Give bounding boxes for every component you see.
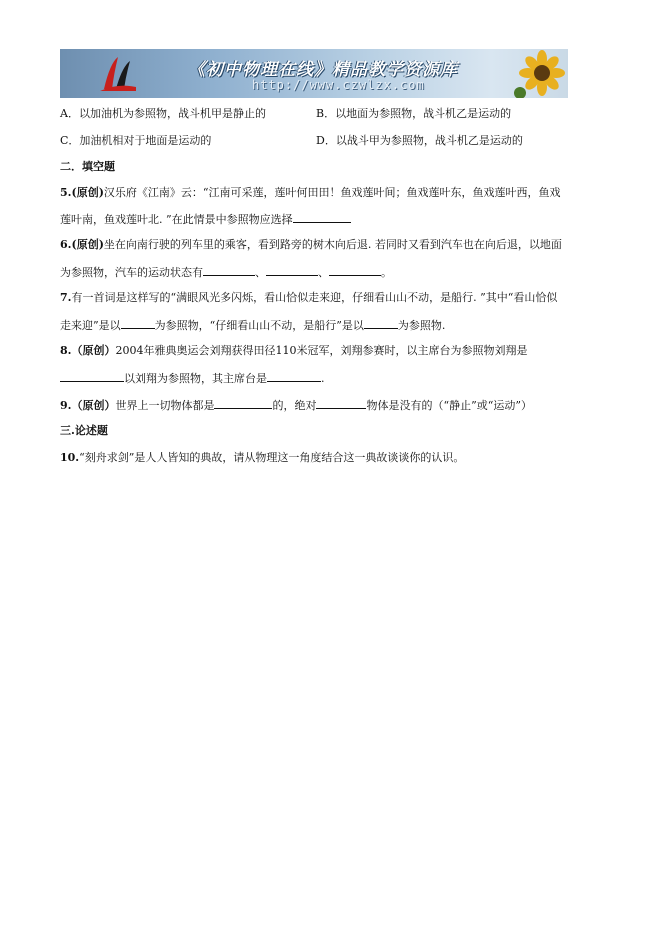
answer-blank[interactable] (121, 317, 155, 329)
section-heading-fill-in: 二．填空题 (60, 160, 115, 173)
question-text: 以刘翔为参照物，其主席台是 (124, 372, 267, 385)
question-text: 的，绝对 (272, 399, 317, 412)
question-tag: （原创） (71, 344, 116, 357)
question-5-line-1 (60, 186, 561, 200)
question-10 (60, 451, 464, 465)
question-number: 8. (60, 344, 72, 357)
header-banner (60, 49, 568, 98)
answer-blank[interactable] (60, 370, 124, 382)
question-end: . (321, 372, 325, 385)
question-7-line-2 (60, 317, 445, 333)
separator: 、 (318, 266, 329, 279)
answer-blank[interactable] (214, 397, 272, 409)
question-text: 为参照物，汽车的运动状态有 (60, 266, 203, 279)
question-tag: （原创） (71, 399, 116, 412)
answer-blank[interactable] (329, 264, 381, 276)
answer-blank[interactable] (266, 264, 318, 276)
choice-a: A．以加油机为参照物，战斗机甲是静止的 (60, 107, 266, 120)
question-text: 为参照物，“仔细看山山不动，是船行”是以 (154, 319, 364, 332)
question-text: 坐在向南行驶的列车里的乘客，看到路旁的树木向后退. 若同时又看到汽车也在向后退，以地面 (103, 238, 562, 251)
question-5-line-2 (60, 211, 351, 227)
question-number: 10. (60, 451, 80, 464)
question-text: “刻舟求剑”是人人皆知的典故，请从物理这一角度结合这一典故谈谈你的认识。 (79, 451, 465, 464)
banner-url: http://www.czwlzx.com (252, 78, 425, 92)
question-number: 6. (60, 238, 72, 251)
question-text: 为参照物. (397, 319, 446, 332)
question-tag: (原创) (71, 186, 104, 199)
question-number: 9. (60, 399, 72, 412)
question-text: 有一首词是这样写的“满眼风光多闪烁，看山恰似走来迎，仔细看山山不动，是船行. ”其中“看山恰似 (71, 291, 558, 304)
question-text: 汉乐府《江南》云：“江南可采莲，莲叶何田田！鱼戏莲叶间；鱼戏莲叶东，鱼戏莲叶西，鱼戏 (103, 186, 561, 199)
separator: 、 (255, 266, 266, 279)
question-tag: (原创) (71, 238, 104, 251)
answer-blank[interactable] (267, 370, 321, 382)
sunflower-decoration (512, 49, 568, 98)
question-6-line-2 (60, 264, 392, 280)
question-9-line-1 (60, 397, 532, 413)
question-text: 世界上一切物体都是 (115, 399, 215, 412)
choice-b: B．以地面为参照物，战斗机乙是运动的 (316, 107, 512, 120)
answer-blank[interactable] (316, 397, 366, 409)
site-logo (96, 53, 140, 95)
question-text: 2004年雅典奥运会刘翔获得田径110米冠军，刘翔参赛时，以主席台为参照物刘翔是 (115, 344, 528, 357)
question-end: 。 (381, 266, 392, 279)
question-8-line-1 (60, 344, 527, 358)
question-7-line-1 (60, 291, 557, 305)
banner-title: 《初中物理在线》精品教学资源库 (188, 60, 458, 80)
question-6-line-1 (60, 238, 562, 252)
choice-c: C．加油机相对于地面是运动的 (60, 134, 212, 147)
question-8-line-2 (60, 370, 325, 386)
choice-d: D．以战斗甲为参照物，战斗机乙是运动的 (316, 134, 523, 147)
question-number: 5. (60, 186, 72, 199)
question-text: 莲叶南，鱼戏莲叶北. ”在此情景中参照物应选择 (60, 213, 293, 226)
answer-blank[interactable] (293, 211, 351, 223)
question-text: 走来迎”是以 (60, 319, 121, 332)
question-text: 物体是没有的（“静止”或“运动”） (366, 399, 532, 412)
answer-blank[interactable] (203, 264, 255, 276)
section-heading-discussion: 三.论述题 (60, 424, 108, 437)
question-number: 7. (60, 291, 72, 304)
answer-blank[interactable] (364, 317, 398, 329)
